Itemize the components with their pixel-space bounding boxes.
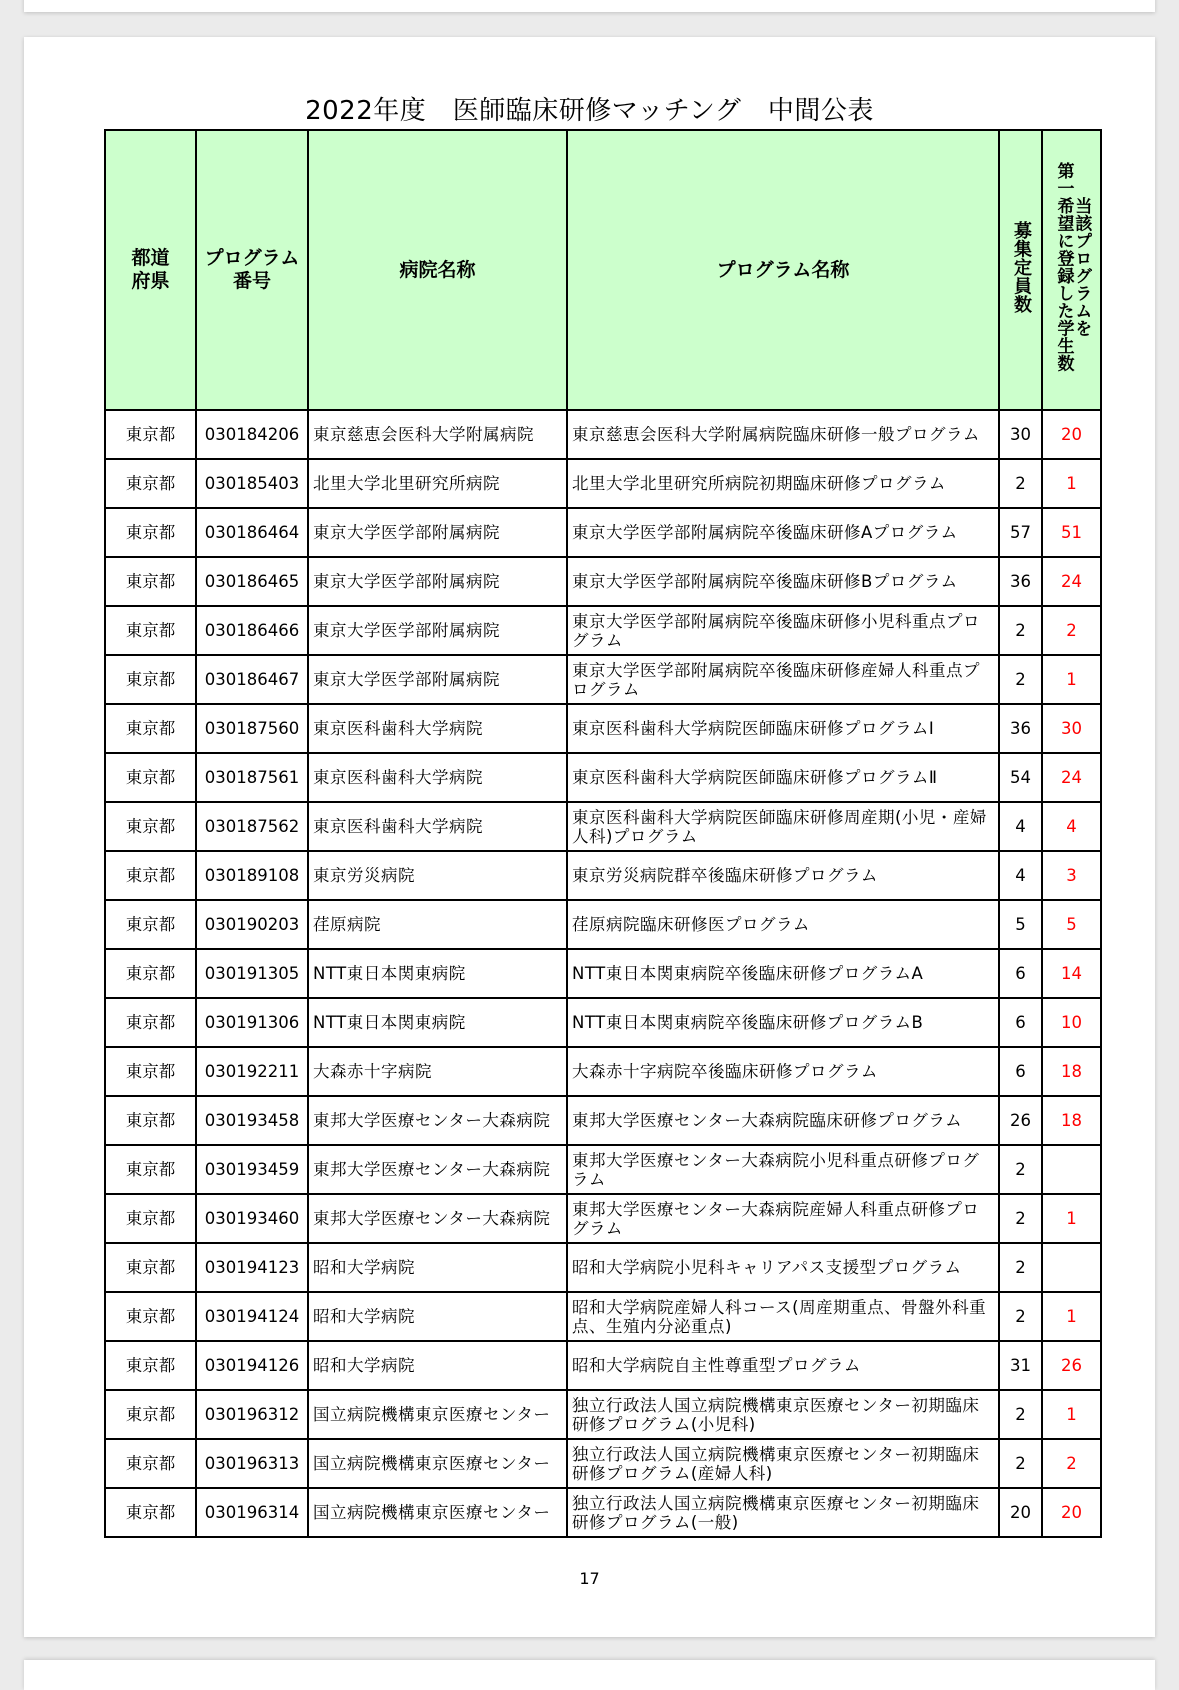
capacity-cell: 2: [999, 1145, 1042, 1194]
hospital-name-cell: 国立病院機構東京医療センター: [308, 1390, 567, 1439]
first-choice-count-cell: 14: [1042, 949, 1101, 998]
program-name-cell: 昭和大学病院自主性尊重型プログラム: [567, 1341, 999, 1390]
prefecture-cell: 東京都: [105, 1047, 196, 1096]
hospital-name-cell: 荏原病院: [308, 900, 567, 949]
program-code-cell: 030191306: [196, 998, 308, 1047]
prefecture-cell: 東京都: [105, 704, 196, 753]
first-choice-count-cell: 1: [1042, 1194, 1101, 1243]
program-code-cell: 030186465: [196, 557, 308, 606]
prefecture-cell: 東京都: [105, 655, 196, 704]
capacity-cell: 57: [999, 508, 1042, 557]
first-choice-count-cell: 1: [1042, 1292, 1101, 1341]
prefecture-cell: 東京都: [105, 410, 196, 459]
program-name-cell: 荏原病院臨床研修医プログラム: [567, 900, 999, 949]
program-name-cell: 大森赤十字病院卒後臨床研修プログラム: [567, 1047, 999, 1096]
hospital-name-cell: 東京大学医学部附属病院: [308, 655, 567, 704]
program-name-cell: 独立行政法人国立病院機構東京医療センター初期臨床研修プログラム(一般): [567, 1488, 999, 1537]
first-choice-count-cell: 2: [1042, 1439, 1101, 1488]
table-row: [105, 1194, 1101, 1243]
program-name-cell: 昭和大学病院小児科キャリアパス支援型プログラム: [567, 1243, 999, 1292]
prefecture-cell: 東京都: [105, 1488, 196, 1537]
program-name-cell: NTT東日本関東病院卒後臨床研修プログラムA: [567, 949, 999, 998]
program-code-cell: 030184206: [196, 410, 308, 459]
program-name-cell: 東邦大学医療センター大森病院小児科重点研修プログラム: [567, 1145, 999, 1194]
capacity-cell: 4: [999, 802, 1042, 851]
header-hospital-name: 病院名称: [308, 130, 567, 410]
program-code-cell: 030190203: [196, 900, 308, 949]
table-row: [105, 459, 1101, 508]
prefecture-cell: 東京都: [105, 998, 196, 1047]
program-code-cell: 030193458: [196, 1096, 308, 1145]
prefecture-cell: 東京都: [105, 459, 196, 508]
table-row: [105, 1439, 1101, 1488]
capacity-cell: 2: [999, 1194, 1042, 1243]
program-code-cell: 030194126: [196, 1341, 308, 1390]
hospital-name-cell: 東京医科歯科大学病院: [308, 704, 567, 753]
prefecture-cell: 東京都: [105, 949, 196, 998]
first-choice-count-cell: 1: [1042, 459, 1101, 508]
capacity-cell: 2: [999, 1390, 1042, 1439]
hospital-name-cell: 東京大学医学部附属病院: [308, 508, 567, 557]
next-page-edge: [24, 1660, 1155, 1690]
program-code-cell: 030186466: [196, 606, 308, 655]
hospital-name-cell: 東京労災病院: [308, 851, 567, 900]
hospital-name-cell: 東京医科歯科大学病院: [308, 802, 567, 851]
prefecture-cell: 東京都: [105, 508, 196, 557]
header-first-choice-count: 当該プログラムを 第一希望に登録した学生数: [1042, 130, 1101, 410]
first-choice-count-cell: 26: [1042, 1341, 1101, 1390]
program-code-cell: 030186464: [196, 508, 308, 557]
program-code-cell: 030196312: [196, 1390, 308, 1439]
hospital-name-cell: 大森赤十字病院: [308, 1047, 567, 1096]
program-name-cell: 東京労災病院群卒後臨床研修プログラム: [567, 851, 999, 900]
capacity-cell: 4: [999, 851, 1042, 900]
prefecture-cell: 東京都: [105, 1145, 196, 1194]
page-number: 17: [579, 1569, 600, 1588]
prefecture-cell: 東京都: [105, 1292, 196, 1341]
capacity-cell: 2: [999, 459, 1042, 508]
capacity-cell: 36: [999, 557, 1042, 606]
header-prefecture: 都道 府県: [105, 130, 196, 410]
program-code-cell: 030193459: [196, 1145, 308, 1194]
header-capacity: 募集定員数: [999, 130, 1042, 410]
program-name-cell: 東京大学医学部附属病院卒後臨床研修小児科重点プログラム: [567, 606, 999, 655]
prefecture-cell: 東京都: [105, 1096, 196, 1145]
capacity-cell: 2: [999, 606, 1042, 655]
program-name-cell: 昭和大学病院産婦人科コース(周産期重点、骨盤外科重点、生殖内分泌重点): [567, 1292, 999, 1341]
first-choice-count-cell: 18: [1042, 1096, 1101, 1145]
first-choice-count-cell: 20: [1042, 1488, 1101, 1537]
capacity-cell: 30: [999, 410, 1042, 459]
program-code-cell: 030185403: [196, 459, 308, 508]
table-row: [105, 1047, 1101, 1096]
hospital-name-cell: 昭和大学病院: [308, 1292, 567, 1341]
hospital-name-cell: 東京大学医学部附属病院: [308, 557, 567, 606]
capacity-cell: 20: [999, 1488, 1042, 1537]
hospital-name-cell: 昭和大学病院: [308, 1341, 567, 1390]
program-name-cell: 東邦大学医療センター大森病院臨床研修プログラム: [567, 1096, 999, 1145]
capacity-cell: 36: [999, 704, 1042, 753]
first-choice-count-cell: 18: [1042, 1047, 1101, 1096]
hospital-name-cell: 東邦大学医療センター大森病院: [308, 1145, 567, 1194]
program-name-cell: 東京医科歯科大学病院医師臨床研修周産期(小児・産婦人科)プログラム: [567, 802, 999, 851]
capacity-cell: 54: [999, 753, 1042, 802]
hospital-name-cell: 東京医科歯科大学病院: [308, 753, 567, 802]
program-code-cell: 030196314: [196, 1488, 308, 1537]
table-row: [105, 1341, 1101, 1390]
prefecture-cell: 東京都: [105, 1341, 196, 1390]
hospital-name-cell: NTT東日本関東病院: [308, 949, 567, 998]
table-row: [105, 508, 1101, 557]
program-code-cell: 030192211: [196, 1047, 308, 1096]
hospital-name-cell: 東邦大学医療センター大森病院: [308, 1194, 567, 1243]
table-row: [105, 1145, 1101, 1194]
previous-page-edge: [24, 0, 1155, 12]
program-code-cell: 030196313: [196, 1439, 308, 1488]
capacity-cell: 26: [999, 1096, 1042, 1145]
prefecture-cell: 東京都: [105, 1194, 196, 1243]
hospital-name-cell: 国立病院機構東京医療センター: [308, 1439, 567, 1488]
hospital-name-cell: NTT東日本関東病院: [308, 998, 567, 1047]
program-code-cell: 030189108: [196, 851, 308, 900]
first-choice-count-cell: 30: [1042, 704, 1101, 753]
program-code-cell: 030194124: [196, 1292, 308, 1341]
program-name-cell: 東京大学医学部附属病院卒後臨床研修Bプログラム: [567, 557, 999, 606]
program-name-cell: 東京大学医学部附属病院卒後臨床研修Aプログラム: [567, 508, 999, 557]
header-program-name: プログラム名称: [567, 130, 999, 410]
capacity-cell: 2: [999, 655, 1042, 704]
hospital-name-cell: 北里大学北里研究所病院: [308, 459, 567, 508]
table-row: [105, 949, 1101, 998]
program-name-cell: 独立行政法人国立病院機構東京医療センター初期臨床研修プログラム(産婦人科): [567, 1439, 999, 1488]
table-row: [105, 557, 1101, 606]
prefecture-cell: 東京都: [105, 1390, 196, 1439]
capacity-cell: 6: [999, 1047, 1042, 1096]
table-row: [105, 998, 1101, 1047]
table-row: [105, 1390, 1101, 1439]
program-name-cell: 東京医科歯科大学病院医師臨床研修プログラムⅠ: [567, 704, 999, 753]
program-name-cell: 東邦大学医療センター大森病院産婦人科重点研修プログラム: [567, 1194, 999, 1243]
first-choice-count-cell: 3: [1042, 851, 1101, 900]
table-row: [105, 1096, 1101, 1145]
first-choice-count-cell: 24: [1042, 753, 1101, 802]
first-choice-count-cell: 20: [1042, 410, 1101, 459]
program-code-cell: 030187560: [196, 704, 308, 753]
capacity-cell: 5: [999, 900, 1042, 949]
table-row: [105, 655, 1101, 704]
program-name-cell: 独立行政法人国立病院機構東京医療センター初期臨床研修プログラム(小児科): [567, 1390, 999, 1439]
table-row: [105, 851, 1101, 900]
program-name-cell: 東京大学医学部附属病院卒後臨床研修産婦人科重点プログラム: [567, 655, 999, 704]
prefecture-cell: 東京都: [105, 1243, 196, 1292]
table-row: [105, 753, 1101, 802]
table-header-row: [105, 130, 1101, 410]
table-row: [105, 606, 1101, 655]
hospital-name-cell: 昭和大学病院: [308, 1243, 567, 1292]
first-choice-count-cell: 10: [1042, 998, 1101, 1047]
program-code-cell: 030187562: [196, 802, 308, 851]
first-choice-count-cell: 4: [1042, 802, 1101, 851]
table-row: [105, 410, 1101, 459]
prefecture-cell: 東京都: [105, 606, 196, 655]
program-code-cell: 030187561: [196, 753, 308, 802]
program-code-cell: 030186467: [196, 655, 308, 704]
matching-table: [104, 129, 1102, 1538]
prefecture-cell: 東京都: [105, 802, 196, 851]
prefecture-cell: 東京都: [105, 851, 196, 900]
first-choice-count-cell: 2: [1042, 606, 1101, 655]
prefecture-cell: 東京都: [105, 1439, 196, 1488]
capacity-cell: 2: [999, 1243, 1042, 1292]
capacity-cell: 6: [999, 998, 1042, 1047]
table-row: [105, 1488, 1101, 1537]
prefecture-cell: 東京都: [105, 557, 196, 606]
table-row: [105, 1292, 1101, 1341]
capacity-cell: 6: [999, 949, 1042, 998]
prefecture-cell: 東京都: [105, 900, 196, 949]
hospital-name-cell: 東京大学医学部附属病院: [308, 606, 567, 655]
program-name-cell: NTT東日本関東病院卒後臨床研修プログラムB: [567, 998, 999, 1047]
header-program-code: プログラム 番号: [196, 130, 308, 410]
program-code-cell: 030194123: [196, 1243, 308, 1292]
first-choice-count-cell: [1042, 1243, 1101, 1292]
table-row: [105, 900, 1101, 949]
document-page: [24, 37, 1155, 1637]
prefecture-cell: 東京都: [105, 753, 196, 802]
table-row: [105, 802, 1101, 851]
hospital-name-cell: 東京慈恵会医科大学附属病院: [308, 410, 567, 459]
program-name-cell: 東京慈恵会医科大学附属病院臨床研修一般プログラム: [567, 410, 999, 459]
first-choice-count-cell: 24: [1042, 557, 1101, 606]
hospital-name-cell: 国立病院機構東京医療センター: [308, 1488, 567, 1537]
program-name-cell: 北里大学北里研究所病院初期臨床研修プログラム: [567, 459, 999, 508]
hospital-name-cell: 東邦大学医療センター大森病院: [308, 1096, 567, 1145]
first-choice-count-cell: 1: [1042, 655, 1101, 704]
first-choice-count-cell: 5: [1042, 900, 1101, 949]
first-choice-count-cell: 1: [1042, 1390, 1101, 1439]
page-title: 2022年度 医師臨床研修マッチング 中間公表: [305, 96, 874, 126]
first-choice-count-cell: [1042, 1145, 1101, 1194]
table-row: [105, 1243, 1101, 1292]
first-choice-count-cell: 51: [1042, 508, 1101, 557]
program-name-cell: 東京医科歯科大学病院医師臨床研修プログラムⅡ: [567, 753, 999, 802]
program-code-cell: 030193460: [196, 1194, 308, 1243]
capacity-cell: 2: [999, 1292, 1042, 1341]
capacity-cell: 2: [999, 1439, 1042, 1488]
capacity-cell: 31: [999, 1341, 1042, 1390]
table-row: [105, 704, 1101, 753]
program-code-cell: 030191305: [196, 949, 308, 998]
